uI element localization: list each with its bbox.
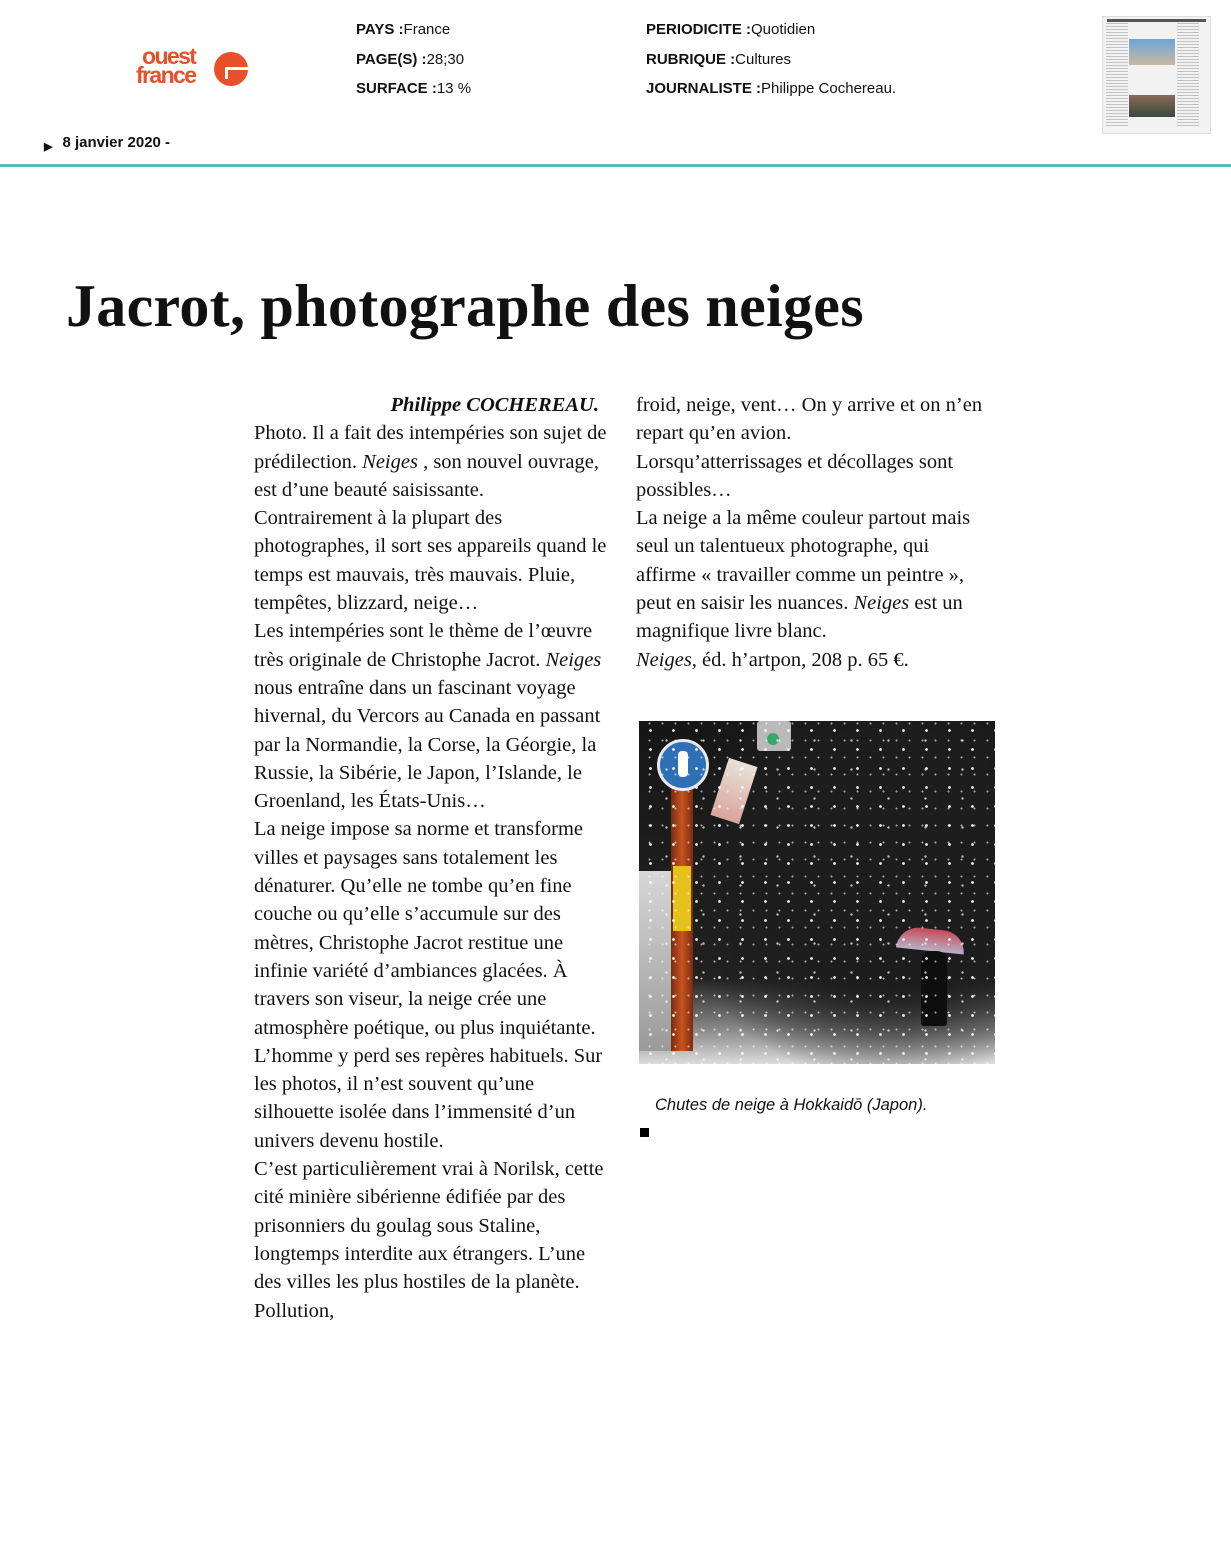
book-reference: Neiges, éd. h’artpon, 208 p. 65 €. (636, 648, 909, 671)
thumbnail-photo (1129, 95, 1175, 117)
thumbnail-photo (1129, 39, 1175, 65)
meta-left-block (356, 15, 471, 104)
ouest-france-logo (136, 43, 248, 92)
logo-word-france: france (136, 62, 196, 88)
photo-snowflakes (639, 721, 995, 1064)
article-column-1 (254, 391, 609, 1325)
meta-section: RUBRIQUE :Cultures (646, 50, 792, 68)
photo-caption: Chutes de neige à Hokkaidō (Japon). (655, 1096, 928, 1114)
paragraph: C’est particulièrement vrai à Norilsk, cette cité minière sibérienne édifiée par des prisonniers du goulag sous Staline, longtemps interdite aux étrangers. L’une des villes les plus hostiles de la planète. Pollution, (254, 1158, 604, 1322)
paragraph: froid, neige, vent… On y arrive et on n’en repart qu’en avion. (636, 394, 983, 445)
article-end-mark (640, 1128, 649, 1137)
header-divider (0, 164, 1231, 167)
meta-pages: PAGE(S) :28;30 (356, 50, 465, 68)
meta-country: PAYS :France (356, 21, 451, 38)
meta-right-block (646, 15, 896, 104)
logo-circle-mark (214, 52, 248, 86)
snowfall-photo (639, 721, 995, 1064)
article-headline: Jacrot, photographe des neiges (66, 273, 864, 339)
paragraph: La neige impose sa norme et transforme villes et paysages sans totalement les dénaturer. Qu’elle ne tombe qu’en fine couche ou qu’elle s’accumule sur des mètres, Christophe Jacrot restitue une infinie variété d’ambiances glacées. À travers son viseur, la neige crée une atmosphère poétique, ou plus inquiétante. L’homme y perd ses repères habituels. Sur les photos, il n’est souvent qu’une silhouette isolée dans l’immensité d’un univers devenu hostile. (254, 818, 603, 1152)
article-column-2 (636, 391, 986, 674)
logo-word-ouest: ouest (142, 43, 196, 69)
meta-journalist: JOURNALISTE :Philippe Cochereau. (646, 80, 897, 97)
play-triangle-icon: ▶ (44, 141, 53, 153)
paragraph: Contrairement à la plupart des photographes, il sort ses appareils quand le temps est mauvais, très mauvais. Pluie, tempêtes, blizzard, neige… (254, 507, 607, 615)
meta-surface: SURFACE :13 % (356, 80, 472, 97)
paragraph: Photo. Il a fait des intempéries son sujet de prédilection. Neiges , son nouvel ouvrage, est d’une beauté saisissante. (254, 422, 607, 501)
page-thumbnail[interactable] (1102, 16, 1211, 134)
meta-periodicity: PERIODICITE :Quotidien (646, 21, 816, 38)
paragraph: La neige a la même couleur partout mais seul un talentueux photographe, qui affirme « travailler comme un peintre », peut en saisir les nuances. Neiges est un magnifique livre blanc. (636, 507, 971, 643)
paragraph: Lorsqu’atterrissages et décollages sont possibles… (636, 450, 954, 501)
publication-date: ▶ 8 janvier 2020 - (44, 134, 171, 153)
paragraph: Les intempéries sont le thème de l’œuvre très originale de Christophe Jacrot. Neiges nous entraîne dans un fascinant voyage hivernal, du Vercors au Canada en passant par la Normandie, la Corse, la Géorgie, la Russie, la Sibérie, le Japon, l’Islande, le Groenland, les États-Unis… (254, 620, 602, 813)
byline: Philippe COCHEREAU. (390, 394, 599, 416)
